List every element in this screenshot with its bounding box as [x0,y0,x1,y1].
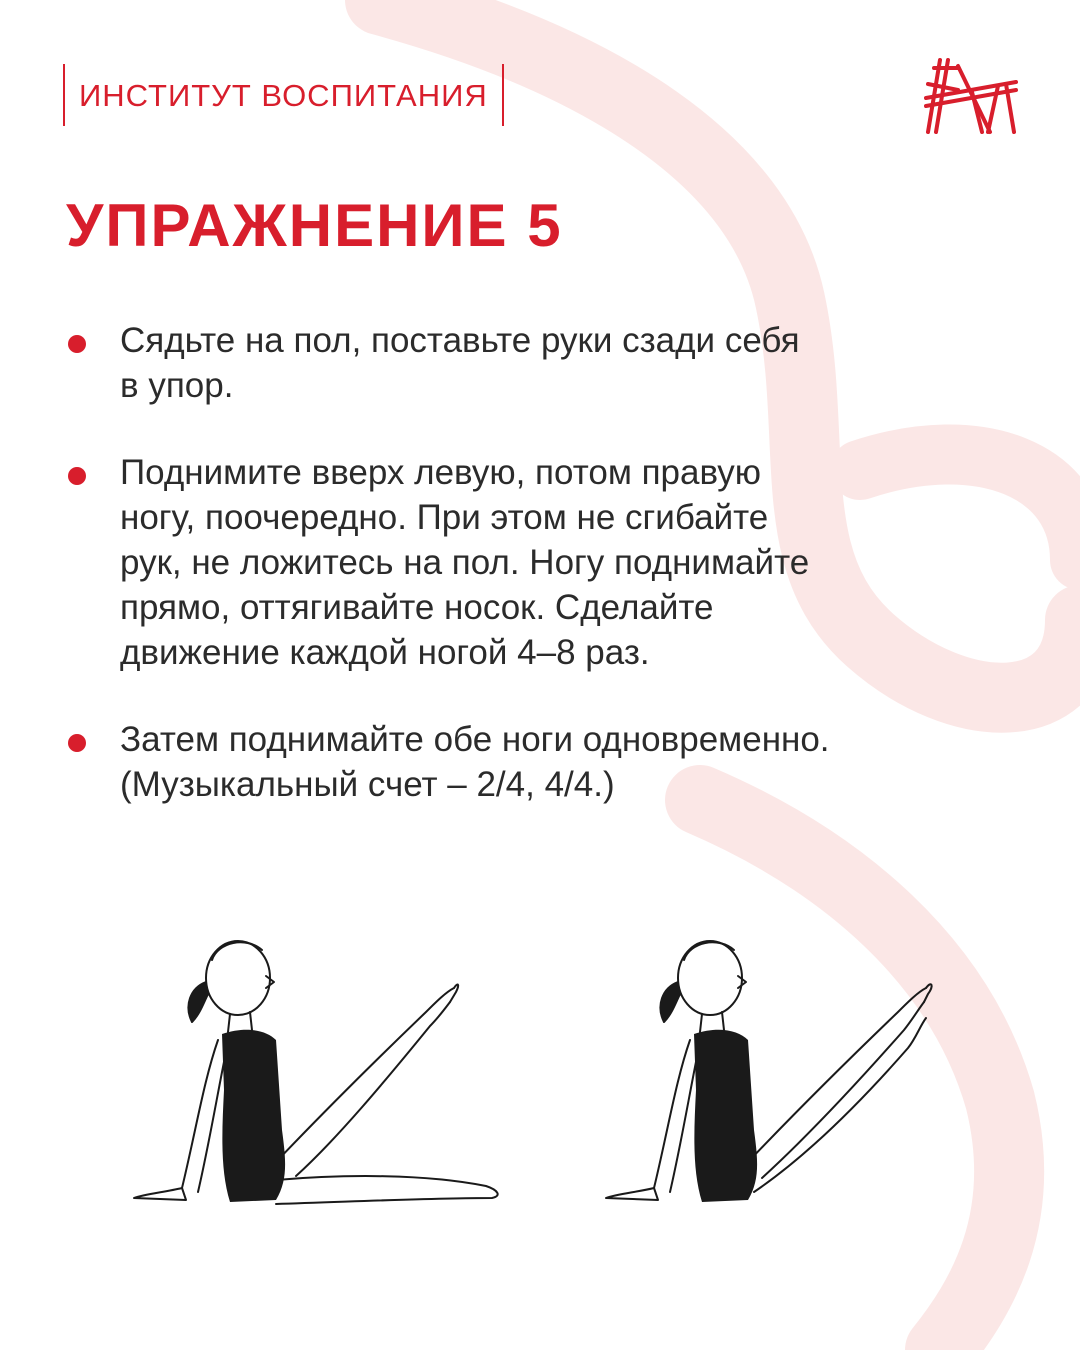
list-item [66,717,1026,807]
page-title: УПРАЖНЕНИЕ 5 [66,192,563,259]
brand-text: ИНСТИТУТ ВОСПИТАНИЯ [79,77,488,113]
steps-list [66,318,1026,849]
bullet-icon [68,335,86,353]
list-item [66,450,1026,675]
brand-label [63,64,504,126]
bullet-icon [68,734,86,752]
step-text: Сядьте на пол, поставьте руки сзади себя в упор. [120,321,800,405]
step-text: Затем поднимайте обе ноги одновременно. (Музыкальный счет – 2/4, 4/4.) [120,720,830,804]
girl-raising-one-leg-illustration [126,930,526,1220]
bullet-icon [68,467,86,485]
chair-logo-icon [918,52,1022,136]
step-text: Поднимите вверх левую, потом правую ногу, поочередно. При этом не сгибайте рук, не ложитесь на пол. Ногу поднимайте прямо, оттягивайте носок. Сделайте движение каждой ногой 4–8 раз. [120,453,810,672]
list-item [66,318,1026,408]
girl-raising-both-legs-illustration [598,930,998,1220]
